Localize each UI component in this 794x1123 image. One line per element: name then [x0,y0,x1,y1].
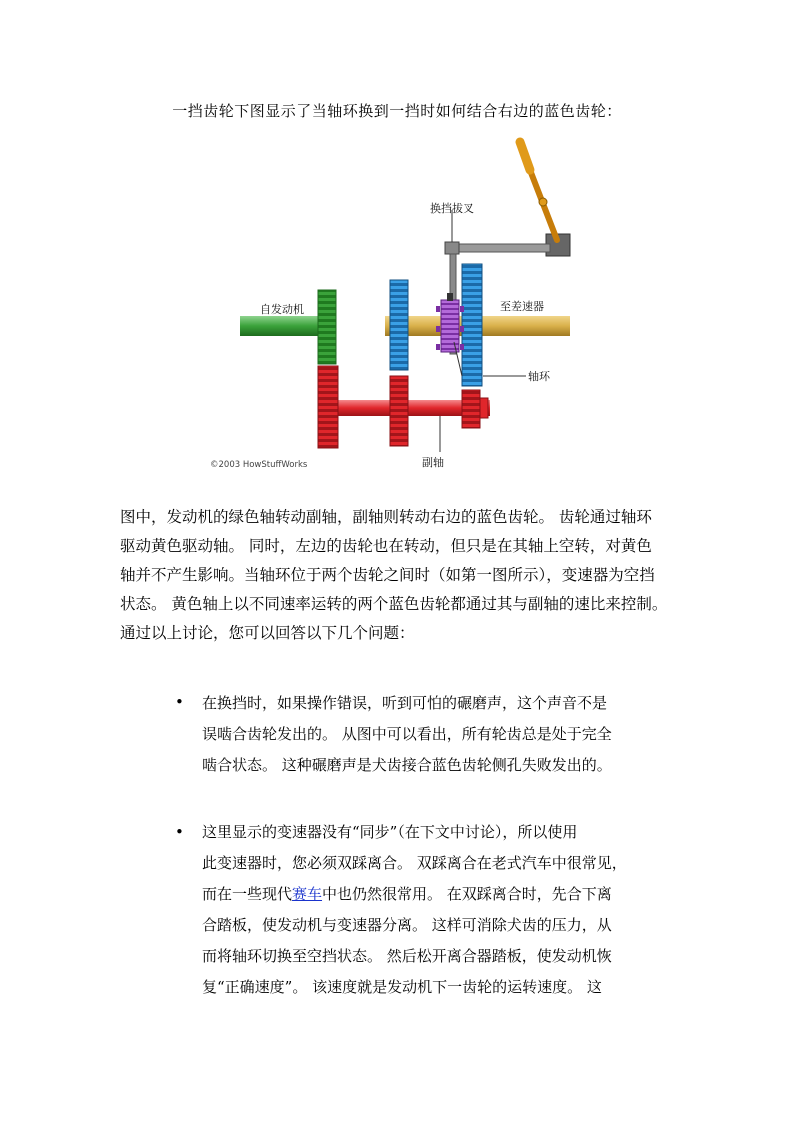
bullet-line: 此变速器时，您必须双踩离合。 双踩离合在老式汽车中很常见， [202,854,627,872]
purple-collar [441,300,459,352]
red-gear-big [318,366,338,448]
bullet-line: 在换挡时，如果操作错误，听到可怕的碾磨声，这个声音不是 [202,694,608,712]
bullet-line: 这里显示的变速器没有“同步”（在下文中讨论），所以使用 [202,823,578,841]
paragraph-line: 通过以上讨论，您可以回答以下几个问题： [120,624,415,642]
copyright-text: ©2003 HowStuffWorks [210,460,308,470]
gearbox-diagram [200,130,590,480]
paragraph-line: 驱动黄色驱动轴。 同时，左边的齿轮也在转动，但只是在其轴上空转，对黄色 [120,537,652,555]
shift-lever [520,142,570,256]
label-from-engine: 自发动机 [260,303,304,316]
figure-caption: 一挡齿轮下图显示了当轴环换到一挡时如何结合右边的蓝色齿轮： [172,102,622,120]
bullet-line [202,879,662,910]
explanation-paragraph [120,503,678,648]
label-to-differential: 至差速器 [500,300,544,313]
bullet-line: 误啮合齿轮发出的。 从图中可以看出，所有轮齿总是处于完全 [202,725,612,743]
label-layshaft: 副轴 [422,456,444,469]
bullet-item [202,817,662,1003]
bullet-line: 合踏板，使发动机与变速器分离。 这样可消除犬齿的压力，从 [202,916,612,934]
line-text: 中也仍然很常用。 在双踩离合时，先合下离 [322,885,612,903]
paragraph-line: 状态。 黄色轴上以不同速率运转的两个蓝色齿轮都通过其与副轴的速比来控制。 [120,595,668,613]
bullet-line: 啮合状态。 这种碾磨声是犬齿接合蓝色齿轮侧孔失败发出的。 [202,756,612,774]
red-gear-small [462,390,480,428]
bullet-line: 而将轴环切换至空挡状态。 然后松开离合器踏板，使发动机恢 [202,947,612,965]
green-input-gear [318,290,336,364]
label-collar: 轴环 [528,370,550,383]
bullet-marker: • [175,823,184,841]
paragraph-line: 图中，发动机的绿色轴转动副轴，副轴则转动右边的蓝色齿轮。 齿轮通过轴环 [120,508,652,526]
paragraph-line: 轴并不产生影响。当轴环位于两个齿轮之间时（如第一图所示），变速器为空挡 [120,566,655,584]
line-text: 而在一些现代 [202,885,293,903]
bullet-item [202,688,662,781]
red-gear-mid [390,376,408,446]
blue-gear-right [462,264,482,386]
bullet-line: 复“正确速度”。 该速度就是发动机下一齿轮的运转速度。 这 [202,978,602,996]
blue-gear-left [390,280,408,370]
bullet-marker: • [175,693,184,711]
label-shift-fork: 换挡拔叉 [430,202,474,215]
input-shaft [240,316,330,336]
race-car-link[interactable]: 赛车 [292,885,323,903]
